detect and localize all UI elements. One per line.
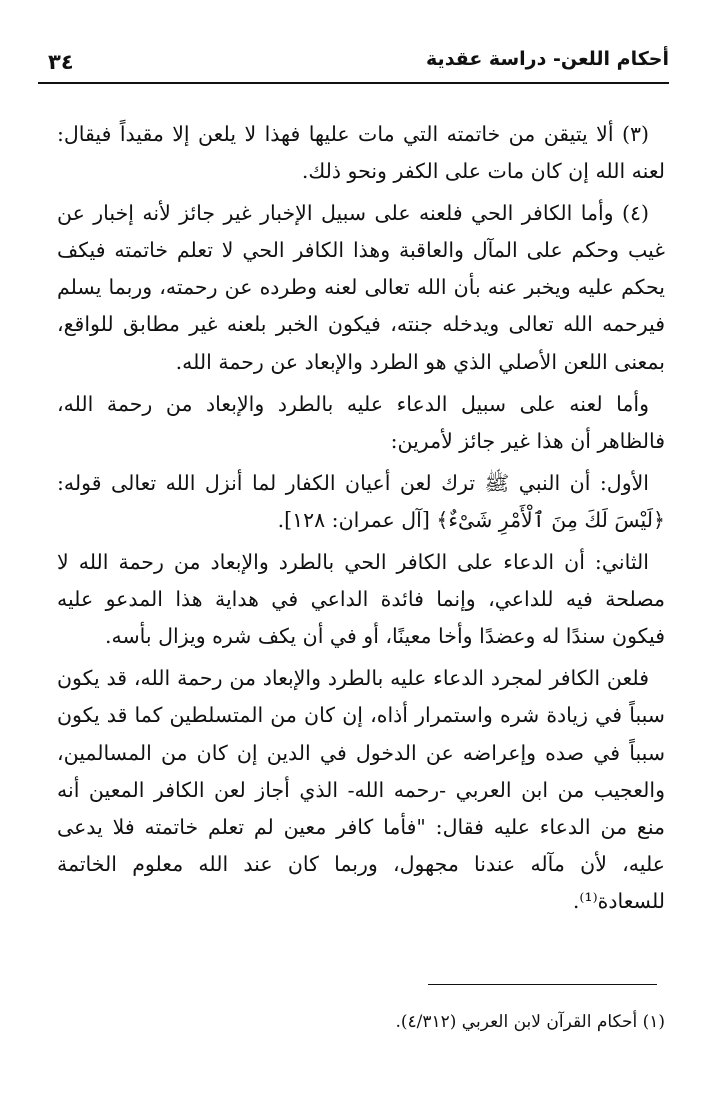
footnote-divider	[428, 984, 657, 985]
header-divider	[38, 82, 669, 84]
paragraph: فلعن الكافر لمجرد الدعاء عليه بالطرد والإبعاد من رحمة الله، قد يكون سبباً في زيادة شره واستمرار أذاه، إن كان من المتسلطين كما قد يكون سبباً في صده وإعراضه عن الدخول في الدين إن كان من المسالمين، والعجيب من ابن العربي -رحمه الله- الذي أجاز لعن الكافر المعين أنه منع من الدعاء عليه فقال: "فأما كافر معين لم تعلم خاتمته فلا يدعى عليه، لأن مآله عندنا مجهول، وربما كان عند الله معلوم الخاتمة للسعادة⁽¹⁾.	[57, 666, 665, 913]
running-title: أحكام اللعن- دراسة عقدية	[426, 48, 669, 70]
paragraph: (٣) ألا يتيقن من خاتمته التي مات عليها فهذا لا يلعن إلا مقيداً فيقال: لعنه الله إن كان مات على الكفر ونحو ذلك.	[57, 122, 665, 184]
main-text	[57, 116, 665, 925]
paragraph: الثاني: أن الدعاء على الكافر الحي بالطرد والإبعاد من رحمة الله لا مصلحة فيه للداعي، وإنما فائدة الداعي في هداية هذا المدعو عليه فيكون سندًا له وعضدًا وأخا معينًا، أو في أن يكف شره ويزال بأسه.	[57, 550, 665, 649]
page-number: ٣٤	[48, 50, 74, 74]
footnote: (١) أحكام القرآن لابن العربي (٤/٣١٢).	[395, 1012, 665, 1032]
paragraph: وأما لعنه على سبيل الدعاء عليه بالطرد والإبعاد من رحمة الله، فالظاهر أن هذا غير جائز لأمرين:	[57, 391, 665, 453]
page-header	[38, 42, 669, 82]
paragraph: (٤) وأما الكافر الحي فلعنه على سبيل الإخبار غير جائز لأنه إخبار عن غيب وحكم على المآل والعاقبة وهذا الكافر الحي لا تعلم خاتمته فيكف يحكم عليه ويخبر عنه بأن الله تعالى لعنه وطرده عن رحمته، وربما يسلم فيرحمه الله تعالى ويدخله جنته، فيكون الخبر بلعنه غير مطابق للواقع، بمعنى اللعن الأصلي الذي هو الطرد والإبعاد عن رحمة الله.	[57, 201, 665, 374]
paragraph: الأول: أن النبي ﷺ ترك لعن أعيان الكفار لما أنزل الله تعالى قوله: ﴿لَيْسَ لَكَ مِنَ ٱلْأَمْرِ شَىْءٌ﴾ [آل عمران: ١٢٨].	[57, 470, 665, 532]
